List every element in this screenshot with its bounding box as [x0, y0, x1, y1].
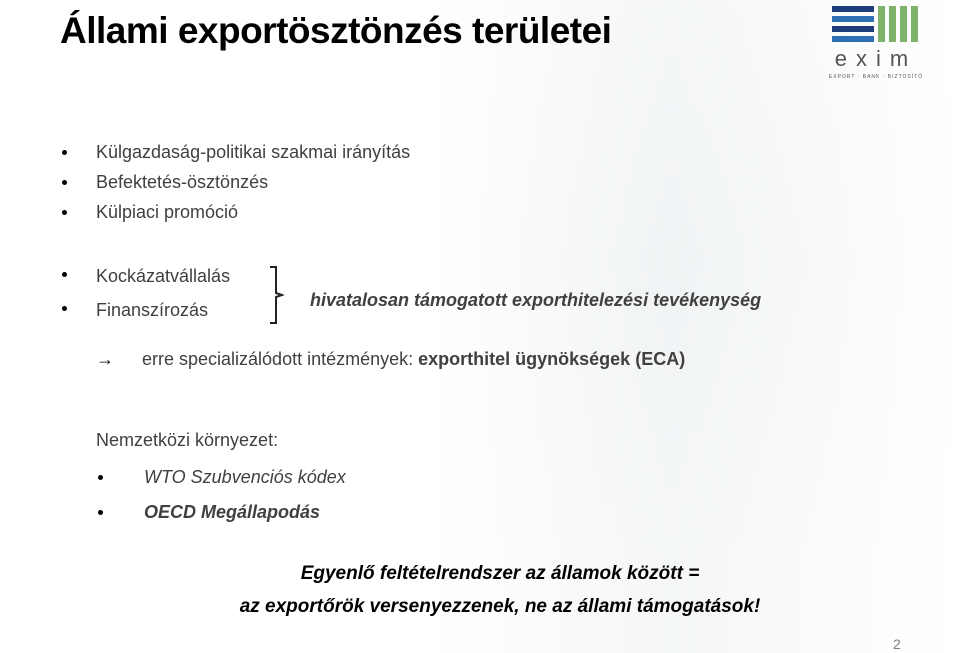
exim-logo-text: exim: [834, 46, 918, 71]
bullet-item: OECD Megállapodás: [96, 495, 346, 530]
summary-line-2: az exportőrök versenyezzenek, ne az állami támogatások!: [239, 596, 761, 617]
top-bullet-list: [60, 137, 410, 227]
bullet-item: Befektetés-ösztönzés: [60, 167, 410, 197]
exim-logo-caption: EXPORT · BANK · BIZTOSÍTÓ: [828, 74, 924, 80]
brace-note: hivatalosan támogatott exporthitelezési tevékenység: [310, 290, 762, 310]
bullet-item: WTO Szubvenciós kódex: [96, 460, 346, 495]
bullet-item: Külgazdaság-politikai szakmai irányítás: [60, 137, 410, 167]
arrow-line-text: erre specializálódott intézmények:: [142, 349, 419, 369]
right-brace-icon: [268, 266, 284, 324]
summary-line-1: Egyenlő feltételrendszer az államok között =: [300, 563, 700, 584]
exim-logo-mark: [826, 0, 926, 74]
arrow-line: [96, 349, 685, 370]
bullet-item: Külpiaci promóció: [60, 197, 410, 227]
bullet-item: Finanszírozás: [60, 293, 230, 327]
exim-logo: [826, 0, 926, 84]
intl-heading: Nemzetközi környezet:: [96, 430, 279, 450]
page-number: 2: [893, 636, 901, 652]
arrow-line-emphasis: exporthitel ügynökségek (ECA): [418, 349, 686, 369]
bullet-item: Kockázatvállalás: [60, 259, 230, 293]
intl-bullet-list: [96, 460, 346, 530]
risk-bullet-list: [60, 259, 230, 327]
slide-title: Állami exportösztönzés területei: [60, 10, 612, 51]
right-arrow-icon: →: [96, 349, 114, 369]
